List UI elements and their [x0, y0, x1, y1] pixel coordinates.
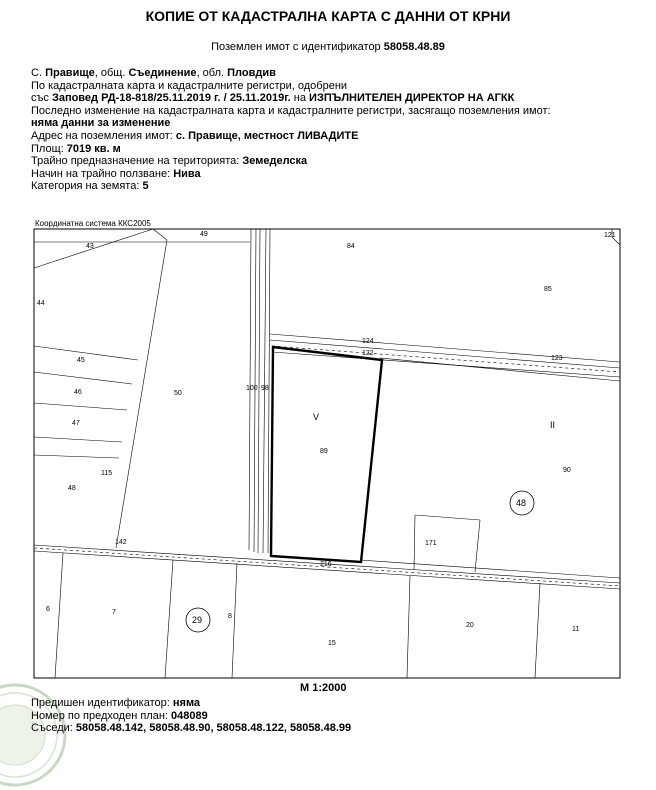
plan-number-value: 048089: [171, 709, 208, 722]
last-change-line: Последно изменение на кадастралната карта и кадастралните регистри, засягащо поземления имот:: [31, 104, 551, 117]
plan-number-line: [31, 710, 351, 723]
parcel-label-89: 89: [320, 448, 328, 455]
parcel-label-171: 171: [425, 540, 437, 547]
roman-label-ii: II: [550, 420, 556, 430]
last-change-text: няма данни за изменение: [31, 117, 171, 130]
road-dashes: [34, 346, 620, 586]
category-value: 5: [142, 180, 149, 193]
roman-label-v: V: [313, 412, 320, 422]
parcel-label-84: 84: [347, 243, 355, 250]
purpose-label: Трайно предназначение на територията:: [31, 155, 243, 168]
approval-line: По кадастралната карта и кадастралните регистри, одобрени: [31, 79, 348, 92]
parcel-label-216: 216: [320, 561, 332, 568]
parcel-label-124: 124: [362, 338, 374, 345]
location-prefix: С.: [31, 67, 46, 79]
circle-label-48: 48: [516, 498, 527, 508]
order-prefix: със: [31, 92, 52, 105]
coordinate-system-label: Координатна система ККС2005: [35, 219, 151, 228]
parcel-label-121: 121: [604, 232, 616, 239]
parcel-label-20: 20: [466, 622, 474, 629]
plan-number-label: Номер по предходен план:: [31, 709, 172, 722]
identifier-value: 58058.48.89: [383, 41, 445, 53]
prev-id-value: няма: [172, 697, 201, 709]
village: Правище: [45, 67, 95, 79]
order-authority: ИЗПЪЛНИТЕЛЕН ДИРЕКТОР НА АГКК: [309, 92, 515, 105]
parcel-label-122: 122: [362, 350, 374, 357]
neighbors-label: Съседи:: [31, 722, 76, 734]
parcel-label-15: 15: [328, 640, 336, 647]
footer-info: [31, 697, 351, 735]
category-label: Категория на земята:: [31, 180, 143, 193]
order-number: Заповед РД-18-818/25.11.2019 г. / 25.11.2019г.: [51, 92, 291, 105]
parcel-label-49: 49: [200, 231, 208, 238]
area-label: Площ:: [31, 142, 67, 155]
parcel-label-43: 43: [86, 243, 94, 250]
circle-label-29: 29: [192, 615, 203, 625]
neighbors-value: 58058.48.142, 58058.48.90, 58058.48.122, 58058.48.99: [75, 722, 352, 734]
parcel-label-50: 50: [174, 390, 182, 397]
area-value: 7019 кв. м: [66, 142, 121, 155]
parcel-label-44: 44: [37, 300, 45, 307]
parcel-label-98: 98: [261, 385, 269, 392]
address-value: с. Правище, местност ЛИВАДИТЕ: [175, 129, 359, 142]
parcel-label-45: 45: [77, 357, 85, 364]
municipality: Съединение: [128, 67, 197, 79]
neighbors-line: [31, 722, 351, 735]
document-title: КОПИЕ ОТ КАДАСТРАЛНА КАРТА С ДАННИ ОТ КРНИ: [145, 8, 511, 24]
parcel-label-46: 46: [74, 389, 82, 396]
parcel-label-100: 100: [246, 385, 258, 392]
parcel-label-8: 8: [228, 613, 232, 620]
parcel-label-48: 48: [68, 485, 76, 492]
parcel-label-85: 85: [544, 286, 552, 293]
map-scale: М 1:2000: [300, 682, 347, 694]
parcel-label-7: 7: [112, 609, 116, 616]
identifier-label: Поземлен имот с идентификатор: [211, 41, 381, 53]
order-mid: на: [290, 92, 310, 105]
parcel-label-115: 115: [101, 470, 113, 477]
usage-value: Нива: [173, 167, 201, 180]
region-prefix: , обл.: [196, 67, 228, 79]
parcel-label-142: 142: [115, 539, 127, 546]
usage-label: Начин на трайно ползване:: [31, 167, 174, 180]
purpose-value: Земеделска: [242, 155, 308, 168]
municipality-prefix: , общ.: [94, 67, 129, 79]
parcel-label-11: 11: [572, 626, 580, 633]
parcel-label-90: 90: [563, 467, 571, 474]
address-label: Адрес на поземления имот:: [31, 129, 176, 142]
prev-id-line: [31, 697, 351, 710]
parcel-label-47: 47: [72, 420, 80, 427]
prev-id-label: Предишен идентификатор:: [31, 697, 173, 709]
parcel-label-123: 123: [551, 355, 563, 362]
region: Пловдив: [227, 67, 276, 79]
parcel-label-6: 6: [46, 606, 50, 613]
